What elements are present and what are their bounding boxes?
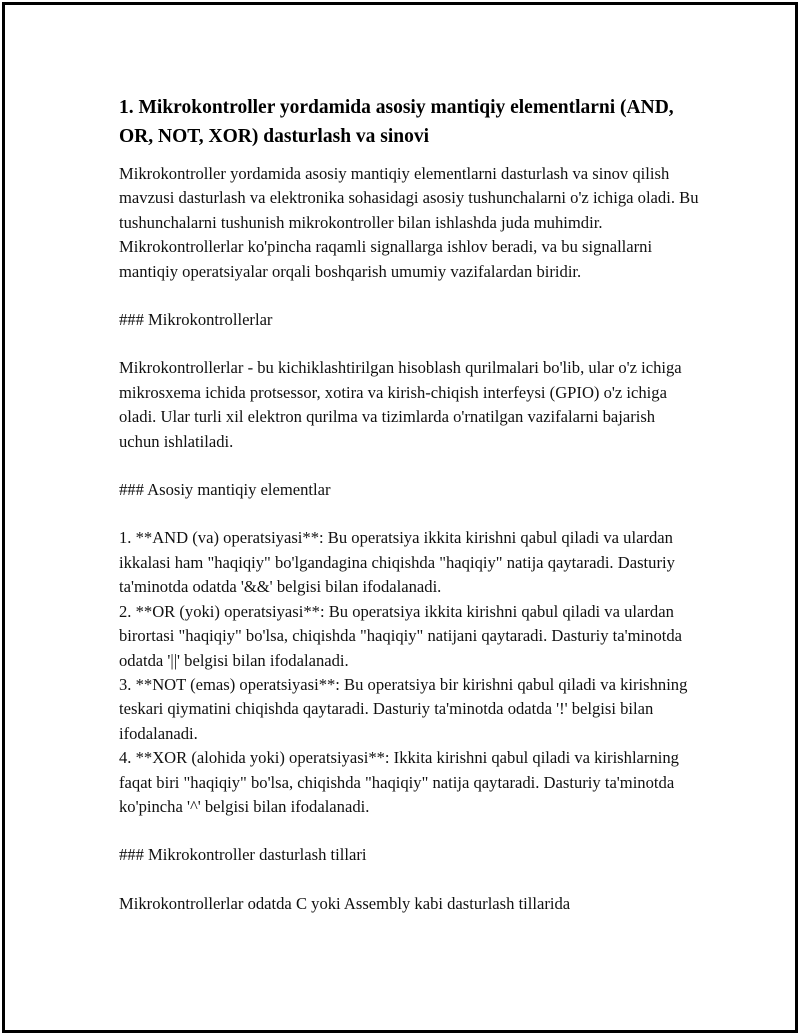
intro-paragraph: Mikrokontroller yordamida asosiy mantiqiy elementlarni dasturlash va sinov qilish mavzusi dasturlash va elektronika sohasidagi asosiy tushunchalarni o'z ichiga oladi. Bu tushunchalarni tushunish mikrokontroller bilan ishlashda juda muhimdir. Mikrokontrollerlar ko'pincha raqamli signallarga ishlov beradi, va bu signallarni mantiqiy operatsiyalar orqali boshqarish umumiy vazifalardan biridir.: [119, 164, 699, 281]
section-heading-programming-languages: ### Mikrokontroller dasturlash tillari: [119, 845, 367, 865]
section-heading-microcontrollers: ### Mikrokontrollerlar: [119, 310, 273, 330]
section-heading-logic-elements: ### Asosiy mantiqiy elementlar: [119, 480, 331, 500]
list-item-not: 3. **NOT (emas) operatsiyasi**: Bu operatsiya bir kirishni qabul qiladi va kirishning teskari qiymatini chiqishda qaytaradi. Dasturiy ta'minotda odatda '!' belgisi bilan ifodalanadi.: [119, 674, 688, 743]
document-page: [2, 2, 798, 1033]
list-item-and: 1. **AND (va) operatsiyasi**: Bu operatsiya ikkita kirishni qabul qiladi va ulardan ikkalasi ham "haqiqiy" bo'lgandagina chiqishda "haqiqiy" natija qaytaradi. Dasturiy ta'minotda odatda '&&' belgisi bilan ifodalanadi.: [119, 528, 675, 597]
microcontrollers-paragraph: Mikrokontrollerlar - bu kichiklashtirilgan hisoblash qurilmalari bo'lib, ular o'z ichiga mikrosxema ichida protsessor, xotira va kirish-chiqish interfeysi (GPIO) o'z ichiga oladi. Ular turli xil elektron qurilma va tizimlarda o'rnatilgan vazifalarni bajarish uchun ishlatiladi.: [119, 358, 682, 451]
list-item-or: 2. **OR (yoki) operatsiyasi**: Bu operatsiya ikkita kirishni qabul qiladi va ulardan birortasi "haqiqiy" bo'lsa, chiqishda "haqiqiy" natijani qaytaradi. Dasturiy ta'minotda odatda '||' belgisi bilan ifodalanadi.: [119, 601, 683, 670]
list-item-xor: 4. **XOR (alohida yoki) operatsiyasi**: Ikkita kirishni qabul qiladi va kirishlarning faqat biri "haqiqiy" bo'lsa, chiqishda "haqiqiy" natija qaytaradi. Dasturiy ta'minotda ko'pincha '^' belgisi bilan ifodalanadi.: [119, 748, 679, 816]
logic-operations-list: [119, 526, 699, 819]
document-title: 1. Mikrokontroller yordamida asosiy mantiqiy elementlarni (AND, OR, NOT, XOR) dasturlash va sinovi: [119, 97, 674, 147]
programming-languages-paragraph: Mikrokontrollerlar odatda C yoki Assembly kabi dasturlash tillarida: [119, 893, 571, 913]
document-content: [119, 93, 699, 940]
